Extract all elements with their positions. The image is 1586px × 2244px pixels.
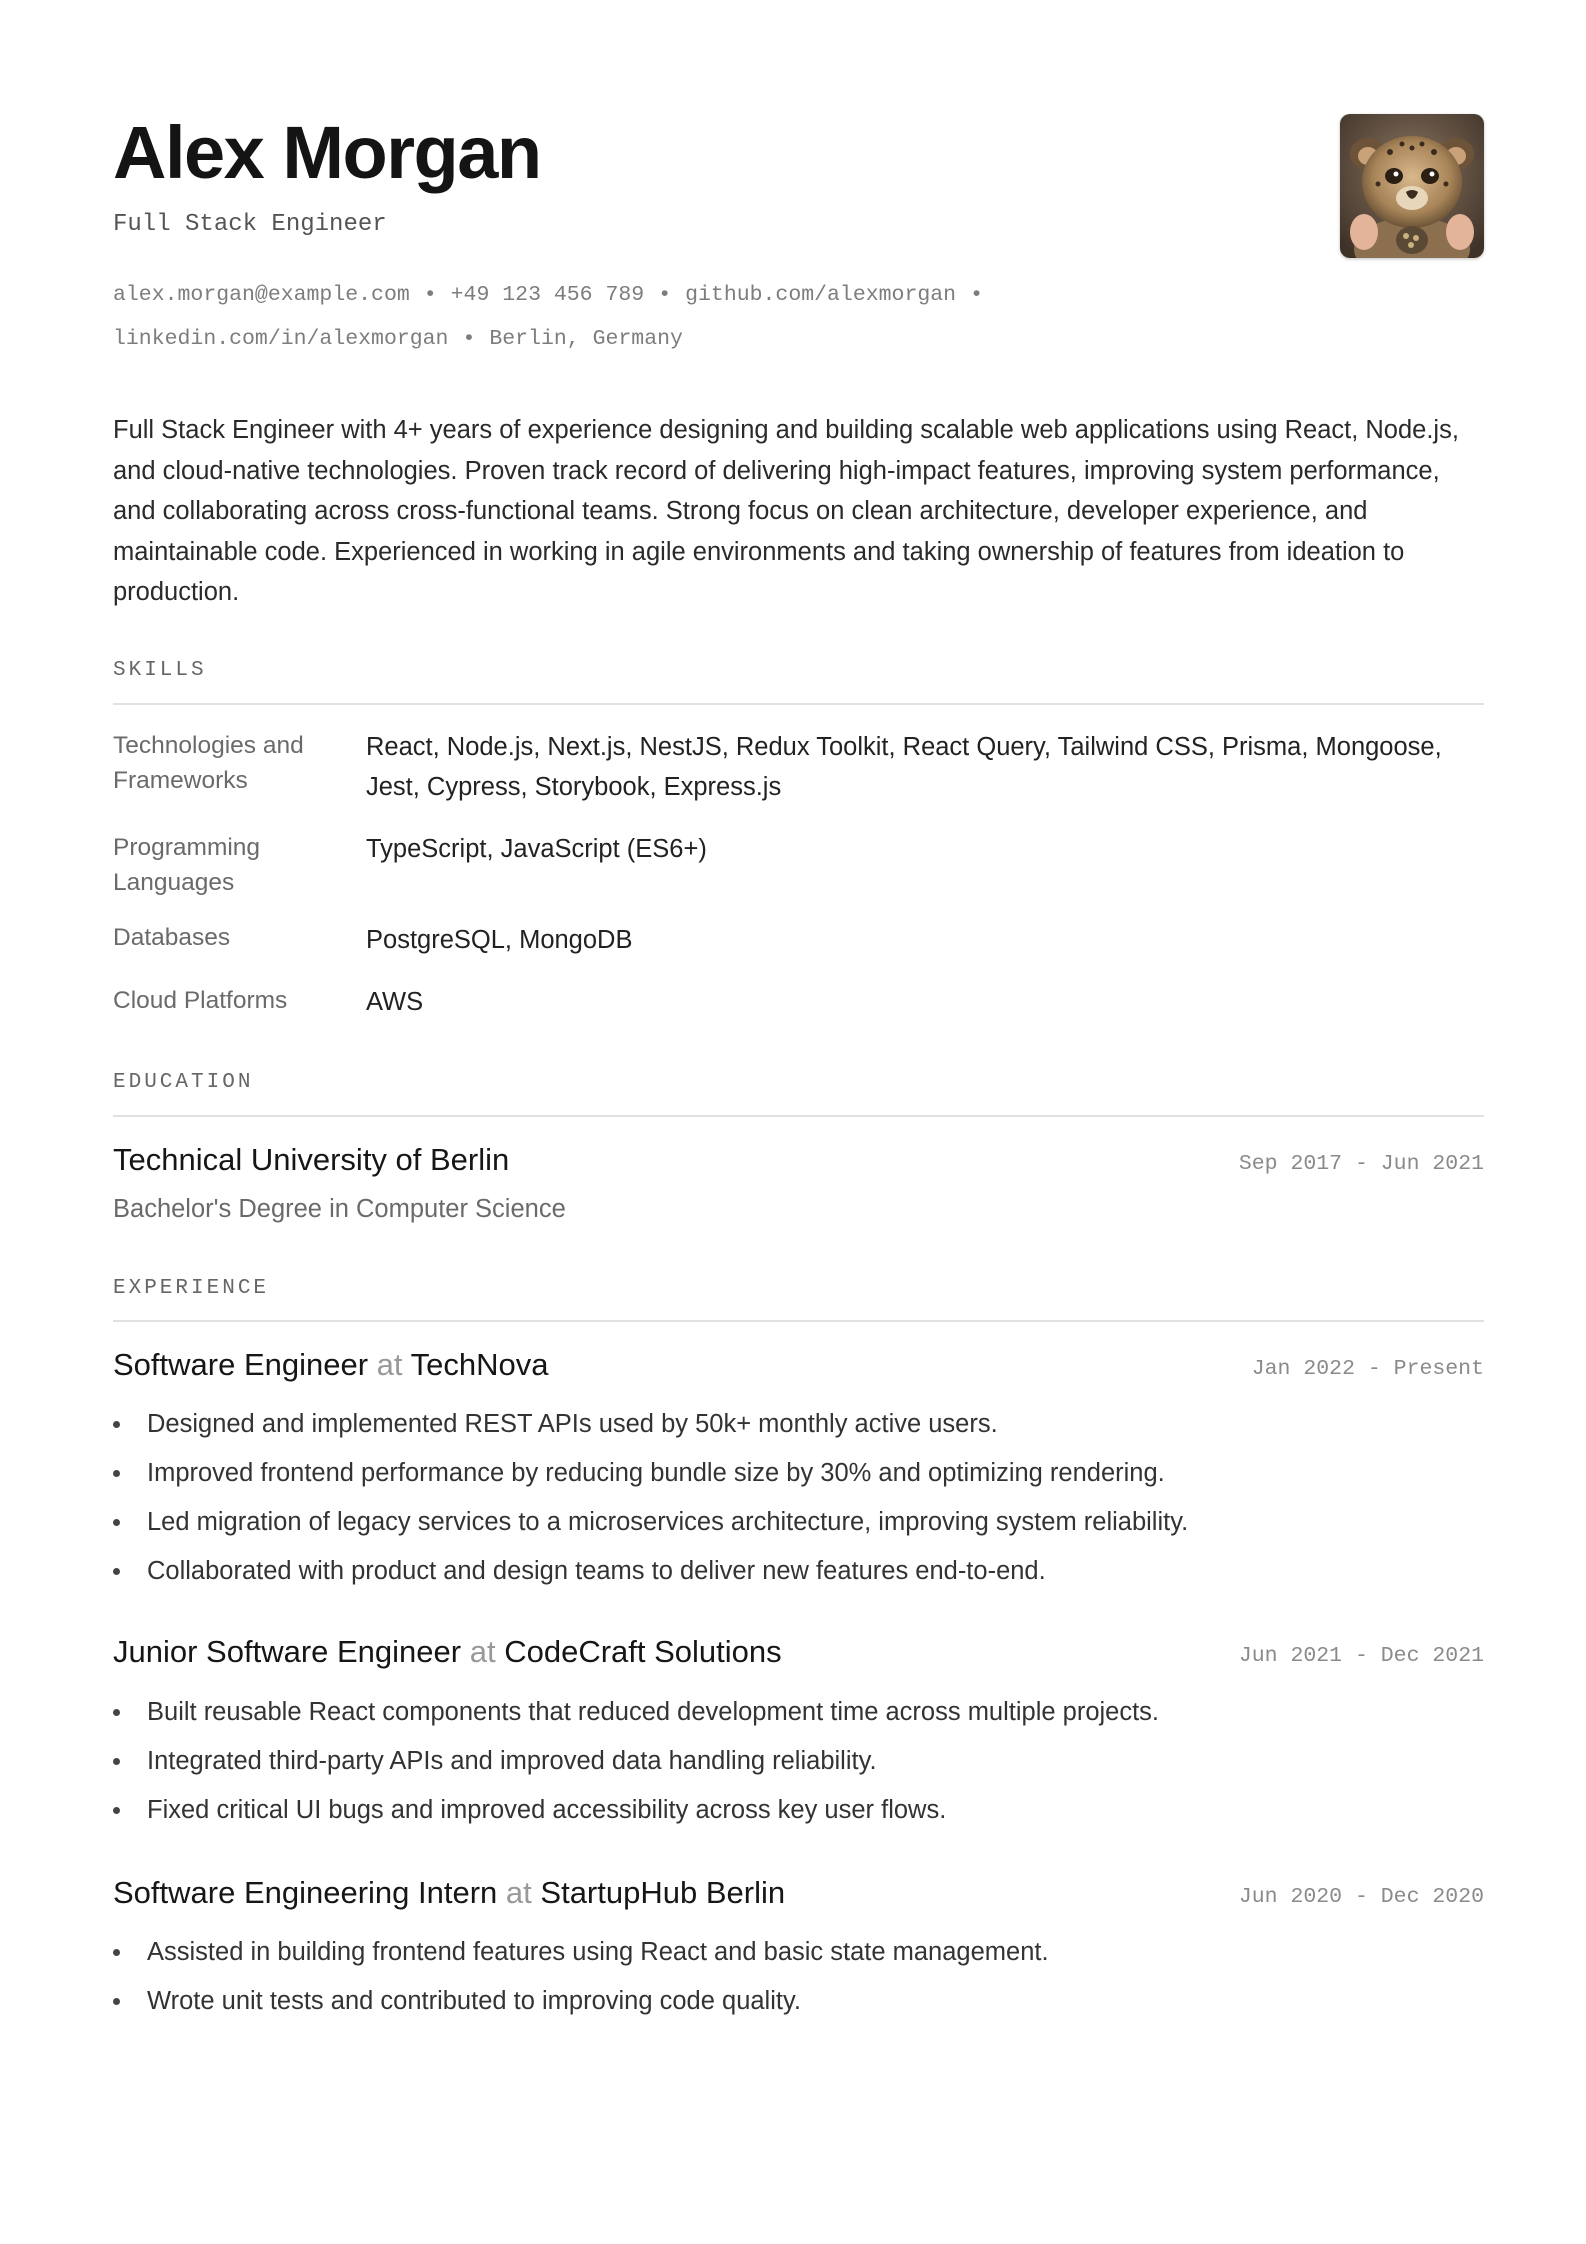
list-item: Wrote unit tests and contributed to improving code quality. [113,1977,1484,2026]
skill-label: Technologies and Frameworks [113,732,304,794]
candidate-role: Full Stack Engineer [113,211,387,238]
skill-value: React, Node.js, Next.js, NestJS, Redux Toolkit, React Query, Tailwind CSS, Prisma, Mongoose, Jest, Cypress, Storybook, Express.js [366,733,1442,801]
contact-separator: • [970,283,983,307]
job-at: at [469,1634,496,1669]
contact-linkedin[interactable]: linkedin.com/in/alexmorgan [113,327,449,351]
skill-value: PostgreSQL, MongoDB [366,926,633,954]
list-item: Assisted in building frontend features using React and basic state management. [113,1928,1484,1977]
bullet-icon [113,1568,120,1575]
job-at: at [376,1347,403,1382]
skill-label: Programming Languages [113,834,261,896]
list-item: Led migration of legacy services to a microservices architecture, improving system reliability. [113,1498,1484,1547]
job-bullets [113,1928,1484,2026]
cheetah-cub-photo [1340,114,1484,258]
skill-label: Cloud Platforms [113,987,288,1014]
bullet-icon [113,1949,120,1956]
list-item: Improved frontend performance by reducing bundle size by 30% and optimizing rendering. [113,1449,1484,1498]
job-dates: Jun 2021 - Dec 2021 [1238,1644,1484,1668]
skills-section-title: SKILLS [113,659,207,682]
job-bullets [113,1400,1484,1596]
education-degree: Bachelor's Degree in Computer Science [113,1195,566,1223]
job-title-line [113,1875,785,1911]
bullet-icon [113,1998,120,2005]
bullet-icon [113,1758,120,1765]
bullet-icon [113,1470,120,1477]
list-item: Collaborated with product and design teams to deliver new features end-to-end. [113,1547,1484,1596]
contact-github[interactable]: github.com/alexmorgan [685,283,957,307]
skills-divider [113,703,1484,705]
bullet-icon [113,1709,120,1716]
list-item: Built reusable React components that reduced development time across multiple projects. [113,1688,1484,1737]
bullet-icon [113,1421,120,1428]
job-role: Software Engineer [113,1347,369,1382]
skill-value: TypeScript, JavaScript (ES6+) [366,835,707,863]
education-dates: Sep 2017 - Jun 2021 [1238,1152,1484,1176]
education-school: Technical University of Berlin [113,1142,510,1177]
candidate-name: Alex Morgan [113,111,541,194]
job-at: at [505,1875,532,1910]
bullet-icon [113,1807,120,1814]
experience-section-title: EXPERIENCE [113,1277,270,1300]
list-item: Fixed critical UI bugs and improved accessibility across key user flows. [113,1786,1484,1835]
contact-separator: • [462,327,476,351]
job-company: StartupHub Berlin [540,1875,786,1910]
education-divider [113,1115,1484,1117]
skill-label: Databases [113,924,231,951]
job-role: Software Engineering Intern [113,1875,498,1910]
job-title-line [113,1634,782,1670]
job-company: CodeCraft Solutions [504,1634,782,1669]
skill-value: AWS [366,988,424,1016]
experience-divider [113,1320,1484,1322]
contact-separator: • [658,283,672,307]
contact-phone[interactable]: +49 123 456 789 [450,283,645,307]
contact-separator: • [423,283,437,307]
contact-location: Berlin, Germany [489,327,683,351]
job-bullets [113,1688,1484,1835]
job-company: TechNova [410,1347,549,1382]
profile-photo [1340,114,1484,258]
list-item: Integrated third-party APIs and improved data handling reliability. [113,1737,1484,1786]
job-dates: Jan 2022 - Present [1251,1357,1484,1381]
bullet-icon [113,1519,120,1526]
profile-summary: Full Stack Engineer with 4+ years of experience designing and building scalable web applications using React, Node.js, and cloud-native technologies. Proven track record of delivering high-impact features, improving system performance, and collaborating across cross-functional teams. Strong focus on clean architecture, developer experience, and maintainable code. Experienced in working in agile environments and taking ownership of features from ideation to production. [113,416,1459,606]
list-item: Designed and implemented REST APIs used by 50k+ monthly active users. [113,1400,1484,1449]
contact-line [113,273,1173,361]
job-dates: Jun 2020 - Dec 2020 [1238,1885,1484,1909]
job-role: Junior Software Engineer [113,1634,462,1669]
contact-email[interactable]: alex.morgan@example.com [113,283,410,307]
education-section-title: EDUCATION [113,1071,254,1094]
job-title-line [113,1347,548,1383]
